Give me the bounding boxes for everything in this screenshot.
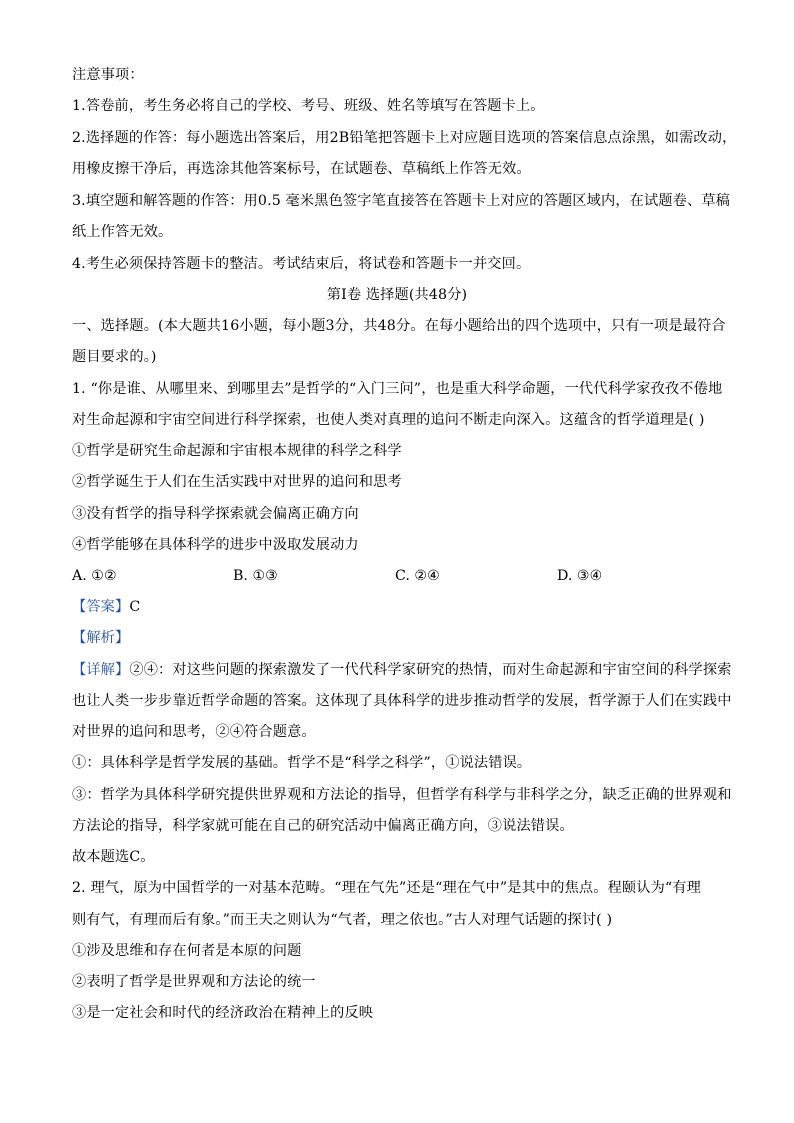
- notice-line: 用橡皮擦干净后，再选涂其他答案标号，在试题卷、草稿纸上作答无效。: [72, 161, 531, 177]
- notice-title: 注意事项：: [72, 67, 144, 83]
- section-intro: 一、选择题。(本大题共16小题，每小题3分，共48分。在每小题给出的四个选项中，只有一项是最符合: [72, 318, 726, 334]
- answer-value: C: [129, 599, 141, 615]
- notice-line: 纸上作答无效。: [72, 224, 173, 240]
- detail-text: ②④：对这些问题的探索激发了一代代科学家研究的热情，而对生命起源和宇宙空间的科学探索: [129, 662, 732, 678]
- question-1-stem: 1. “你是谁、从哪里来、到哪里去”是哲学的“入门三问”，也是重大科学命题，一代代科学家孜孜不倦地: [72, 381, 723, 397]
- detail-line: ③：哲学为具体科学研究提供世界观和方法论的指导，但哲学有科学与非科学之分，缺乏正确的世界观和: [72, 787, 732, 803]
- question-2-item: ①涉及思维和存在何者是本原的问题: [72, 943, 302, 959]
- option-a: A. ①②: [72, 568, 117, 584]
- question-2-item: ②表明了哲学是世界观和方法论的统一: [72, 974, 316, 990]
- option-b: B. ①③: [233, 568, 278, 584]
- option-c: C. ②④: [395, 568, 440, 584]
- detail-label: 【详解】: [72, 662, 130, 678]
- question-1-stem: 对生命起源和宇宙空间进行科学探索，也使人类对真理的追问不断走向深入。这蕴含的哲学道理是( ): [72, 412, 705, 428]
- answer-line: [72, 598, 140, 616]
- question-2-item: ③是一定社会和时代的经济政治在精神上的反映: [72, 1005, 374, 1021]
- section-intro: 题目要求的。): [72, 349, 157, 365]
- answer-label: 【答案】: [72, 599, 130, 615]
- section-title: 第Ⅰ卷 选择题(共48分): [326, 287, 468, 303]
- detail-line: ①：具体科学是哲学发展的基础。哲学不是“科学之科学”，①说法错误。: [72, 755, 532, 771]
- question-1-item: ③没有哲学的指导科学探索就会偏离正确方向: [72, 506, 359, 522]
- detail-line: 对世界的追问和思考，②④符合题意。: [72, 724, 316, 740]
- question-2-stem: 则有气，有理而后有象。”而王夫之则认为“气者，理之依也。”古人对理气话题的探讨( ): [72, 912, 613, 928]
- option-d: D. ③④: [557, 568, 603, 584]
- notice-line: 1.答卷前，考生务必将自己的学校、考号、班级、姓名等填写在答题卡上。: [72, 98, 545, 114]
- notice-line: 3.填空题和解答题的作答：用0.5 毫米黑色签字笔直接答在答题卡上对应的答题区域内，在试题卷、草稿: [72, 193, 731, 209]
- detail-line: 方法论的指导，科学家就可能在自己的研究活动中偏离正确方向，③说法错误。: [72, 818, 574, 834]
- analysis-label: 【解析】: [72, 630, 130, 646]
- question-1-item: ④哲学能够在具体科学的进步中汲取发展动力: [72, 537, 359, 553]
- notice-line: 4.考生必须保持答题卡的整洁。考试结束后，将试卷和答题卡一并交回。: [72, 256, 531, 272]
- question-2-stem: 2. 理气，原为中国哲学的一对基本范畴。“理在气先”还是“理在气中”是其中的焦点。程颐认为“有理: [72, 880, 702, 896]
- notice-line: 2.选择题的作答：每小题选出答案后，用2B铅笔把答题卡上对应题目选项的答案信息点涂黑，如需改动，: [72, 130, 737, 146]
- detail-line: 故本题选C。: [72, 849, 155, 865]
- detail-line: [72, 661, 732, 679]
- question-1-item: ①哲学是研究生命起源和宇宙根本规律的科学之科学: [72, 443, 402, 459]
- question-1-item: ②哲学诞生于人们在生活实践中对世界的追问和思考: [72, 474, 402, 490]
- detail-line: 也让人类一步步靠近哲学命题的答案。这体现了具体科学的进步推动哲学的发展，哲学源于人们在实践中: [72, 693, 732, 709]
